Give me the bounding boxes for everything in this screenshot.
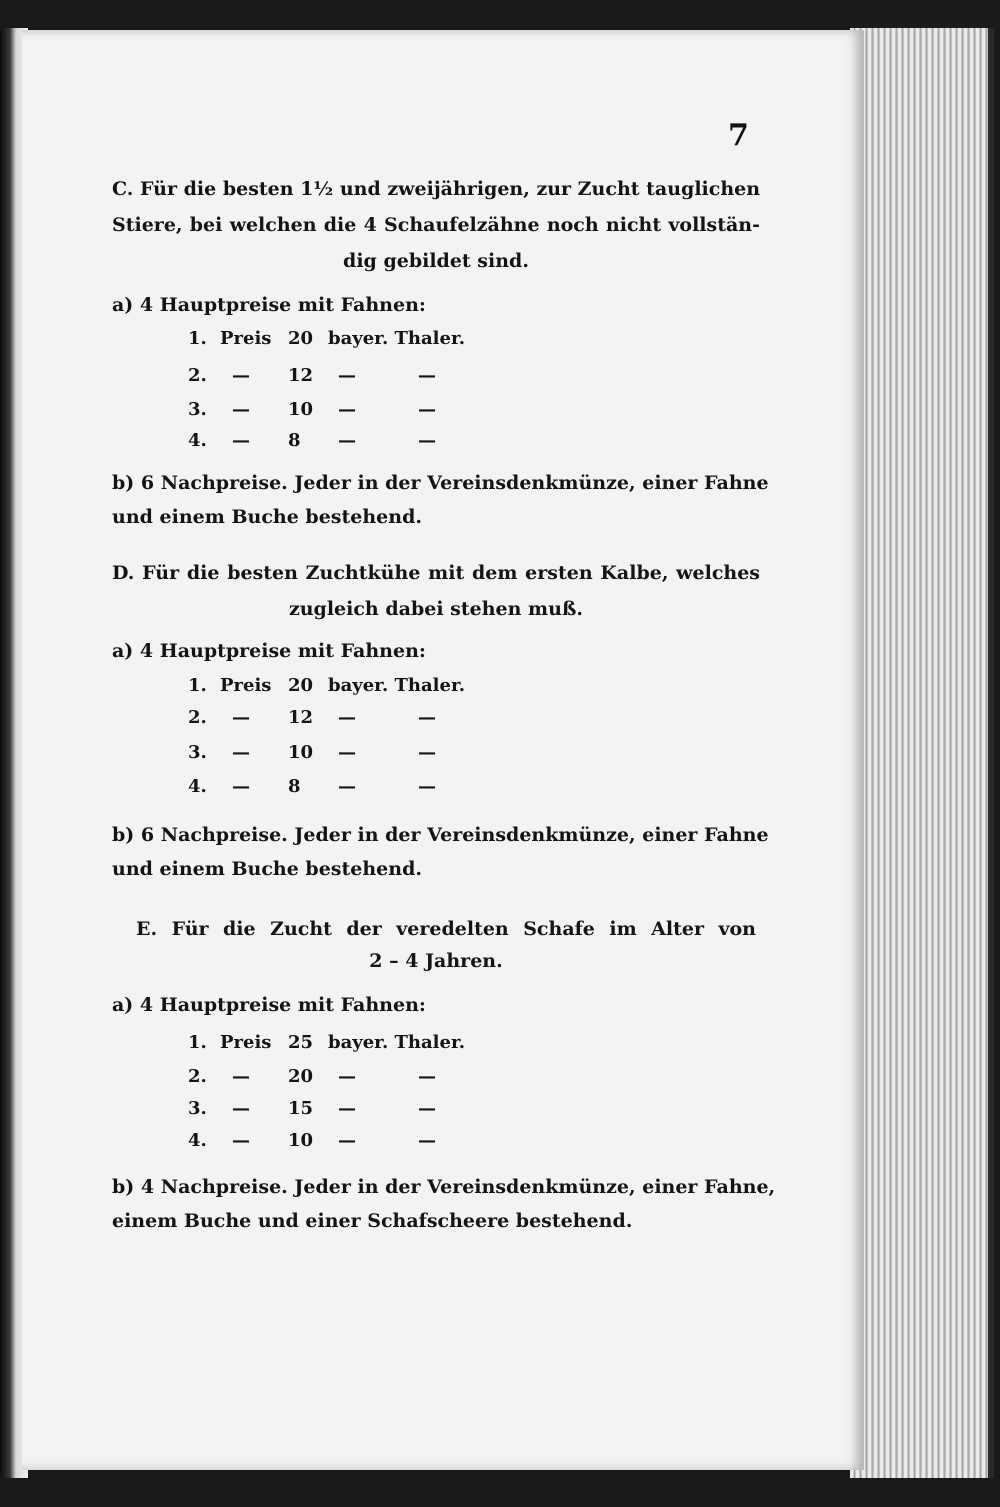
- section-d-heading-line-2: zugleich dabei stehen muß.: [288, 598, 584, 620]
- book-page: [22, 30, 864, 1470]
- section-c-heading-line-3: dig gebildet sind.: [343, 250, 529, 272]
- prize-amount: 15: [288, 1098, 314, 1119]
- ditto-mark: —: [232, 1130, 250, 1151]
- section-e-secondary-line-2: einem Buche und einer Schafscheere bestehend.: [112, 1210, 633, 1232]
- section-e-heading-line-1: E. Für die Zucht der veredelten Schafe im Alter von: [136, 918, 756, 940]
- prize-amount: 10: [288, 399, 314, 420]
- section-c-heading-line-1: C. Für die besten 1½ und zweijährigen, zur Zucht tauglichen: [112, 178, 761, 200]
- prize-amount: 20: [288, 675, 314, 696]
- section-d-heading-line-1: D. Für die besten Zuchtkühe mit dem ersten Kalbe, welches: [112, 562, 760, 584]
- prize-number: 1.: [188, 328, 207, 349]
- ditto-mark: —: [338, 399, 356, 420]
- section-e-main-prizes-label: a) 4 Hauptpreise mit Fahnen:: [112, 994, 426, 1016]
- prize-amount: 25: [288, 1032, 314, 1053]
- prize-number: 4.: [188, 430, 207, 451]
- ditto-mark: —: [418, 776, 436, 797]
- prize-amount: 12: [288, 707, 314, 728]
- prize-amount: 10: [288, 1130, 314, 1151]
- section-c-secondary-line-1: b) 6 Nachpreise. Jeder in der Vereinsdenkmünze, einer Fahne: [112, 472, 769, 494]
- prize-number: 2.: [188, 365, 207, 386]
- prize-number: 4.: [188, 776, 207, 797]
- prize-number: 1.: [188, 675, 207, 696]
- ditto-mark: —: [338, 430, 356, 451]
- ditto-mark: —: [418, 1066, 436, 1087]
- ditto-mark: —: [232, 707, 250, 728]
- ditto-mark: —: [418, 365, 436, 386]
- section-d-secondary-line-1: b) 6 Nachpreise. Jeder in der Vereinsdenkmünze, einer Fahne: [112, 824, 769, 846]
- section-c-secondary-line-2: und einem Buche bestehend.: [112, 506, 422, 528]
- ditto-mark: —: [418, 1130, 436, 1151]
- ditto-mark: —: [418, 399, 436, 420]
- ditto-mark: —: [338, 365, 356, 386]
- page-number: 7: [728, 118, 749, 153]
- ditto-mark: —: [232, 365, 250, 386]
- prize-unit: bayer. Thaler.: [328, 1032, 466, 1053]
- section-d-main-prizes-label: a) 4 Hauptpreise mit Fahnen:: [112, 640, 426, 662]
- ditto-mark: —: [232, 1066, 250, 1087]
- ditto-mark: —: [338, 707, 356, 728]
- prize-amount: 8: [288, 430, 301, 451]
- ditto-mark: —: [338, 776, 356, 797]
- prize-word: Preis: [220, 675, 272, 696]
- ditto-mark: —: [232, 742, 250, 763]
- ditto-mark: —: [232, 776, 250, 797]
- prize-number: 2.: [188, 1066, 207, 1087]
- ditto-mark: —: [338, 1098, 356, 1119]
- section-c-main-prizes-label: a) 4 Hauptpreise mit Fahnen:: [112, 294, 426, 316]
- prize-number: 4.: [188, 1130, 207, 1151]
- prize-unit: bayer. Thaler.: [328, 675, 466, 696]
- ditto-mark: —: [418, 430, 436, 451]
- ditto-mark: —: [418, 707, 436, 728]
- section-e-secondary-line-1: b) 4 Nachpreise. Jeder in der Vereinsdenkmünze, einer Fahne,: [112, 1176, 776, 1198]
- ditto-mark: —: [232, 1098, 250, 1119]
- prize-number: 2.: [188, 707, 207, 728]
- section-c-heading-line-2: Stiere, bei welchen die 4 Schaufelzähne noch nicht vollstän-: [112, 214, 760, 236]
- prize-word: Preis: [220, 1032, 272, 1053]
- section-d-secondary-line-2: und einem Buche bestehend.: [112, 858, 422, 880]
- ditto-mark: —: [418, 1098, 436, 1119]
- prize-number: 1.: [188, 1032, 207, 1053]
- ditto-mark: —: [338, 1130, 356, 1151]
- ditto-mark: —: [232, 399, 250, 420]
- prize-amount: 20: [288, 1066, 314, 1087]
- prize-amount: 8: [288, 776, 301, 797]
- ditto-mark: —: [418, 742, 436, 763]
- prize-number: 3.: [188, 1098, 207, 1119]
- prize-amount: 10: [288, 742, 314, 763]
- prize-number: 3.: [188, 399, 207, 420]
- prize-number: 3.: [188, 742, 207, 763]
- section-e-heading-line-2: 2 – 4 Jahren.: [369, 950, 503, 972]
- ditto-mark: —: [232, 430, 250, 451]
- prize-unit: bayer. Thaler.: [328, 328, 466, 349]
- ditto-mark: —: [338, 742, 356, 763]
- prize-amount: 20: [288, 328, 314, 349]
- prize-word: Preis: [220, 328, 272, 349]
- page-stack-edge: [850, 28, 994, 1478]
- prize-amount: 12: [288, 365, 314, 386]
- ditto-mark: —: [338, 1066, 356, 1087]
